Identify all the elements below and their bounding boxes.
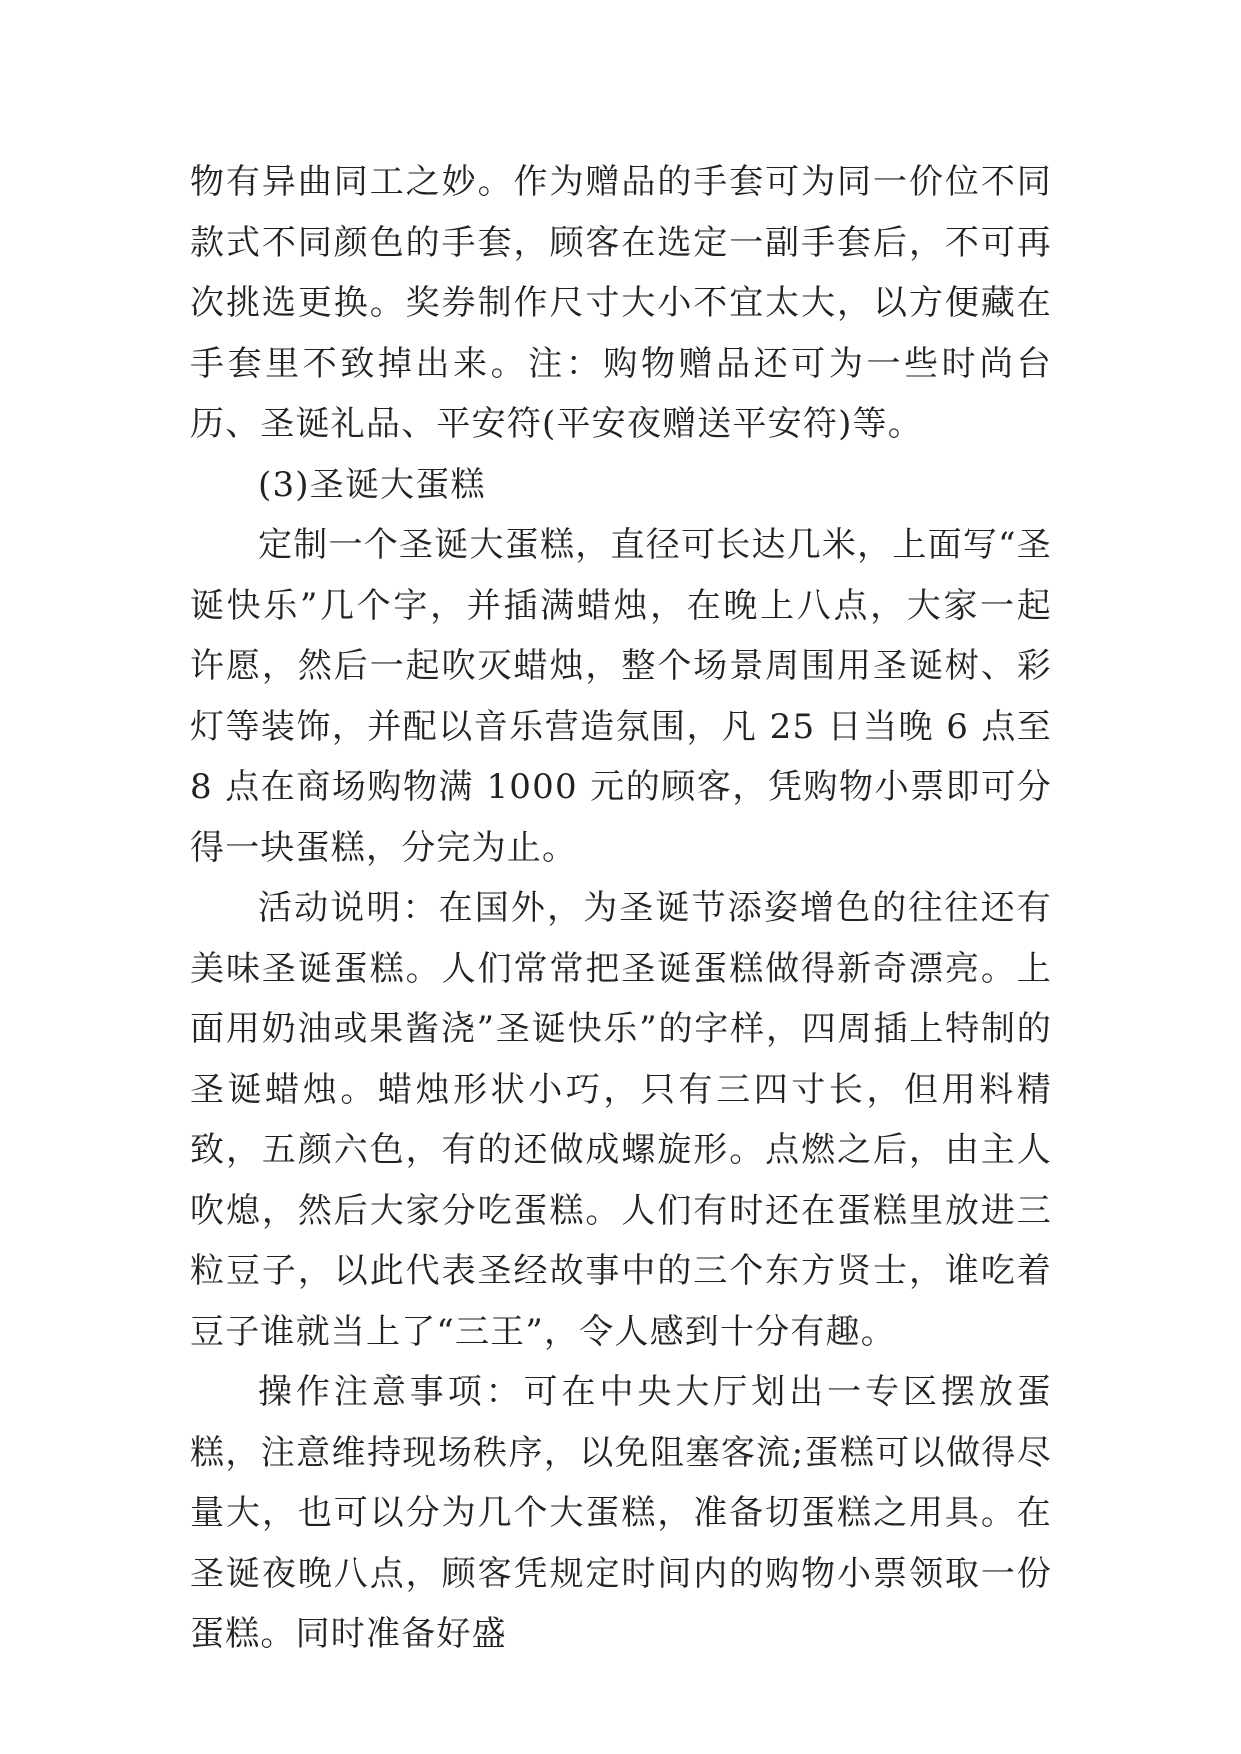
body-paragraph: 定制一个圣诞大蛋糕，直径可长达几米，上面写“圣诞快乐”几个字，并插满蜡烛，在晚上八点，大家一起许愿，然后一起吹灭蜡烛，整个场景周围用圣诞树、彩灯等装饰，并配以音乐营造氛围，凡 25 日当晚 6 点至 8 点在商场购物满 1000 元的顾客，凭购物小票即可分得一块蛋糕，分完为止。 (190, 525, 1052, 868)
document-page (190, 152, 1052, 1665)
operation-notes-paragraph: 操作注意事项：可在中央大厅划出一专区摆放蛋糕，注意维持现场秩序，以免阻塞客流;蛋糕可以做得尽量大，也可以分为几个大蛋糕，准备切蛋糕之用具。在圣诞夜晚八点，顾客凭规定时间内的购物小票领取一份蛋糕。同时准备好盛 (190, 1372, 1052, 1654)
body-paragraph: 物有异曲同工之妙。作为赠品的手套可为同一价位不同款式不同颜色的手套，顾客在选定一副手套后，不可再次挑选更换。奖券制作尺寸大小不宜太大，以方便藏在手套里不致掉出来。注：购物赠品还可为一些时尚台历、圣诞礼品、平安符(平安夜赠送平安符)等。 (190, 162, 1052, 444)
activity-description-paragraph: 活动说明：在国外，为圣诞节添姿增色的往往还有美味圣诞蛋糕。人们常常把圣诞蛋糕做得新奇漂亮。上面用奶油或果酱浇”圣诞快乐”的字样，四周插上特制的圣诞蜡烛。蜡烛形状小巧，只有三四寸长，但用料精致，五颜六色，有的还做成螺旋形。点燃之后，由主人吹熄，然后大家分吃蛋糕。人们有时还在蛋糕里放进三粒豆子，以此代表圣经故事中的三个东方贤士，谁吃着豆子谁就当上了“三王”，令人感到十分有趣。 (190, 888, 1052, 1352)
section-heading: (3)圣诞大蛋糕 (258, 464, 486, 505)
